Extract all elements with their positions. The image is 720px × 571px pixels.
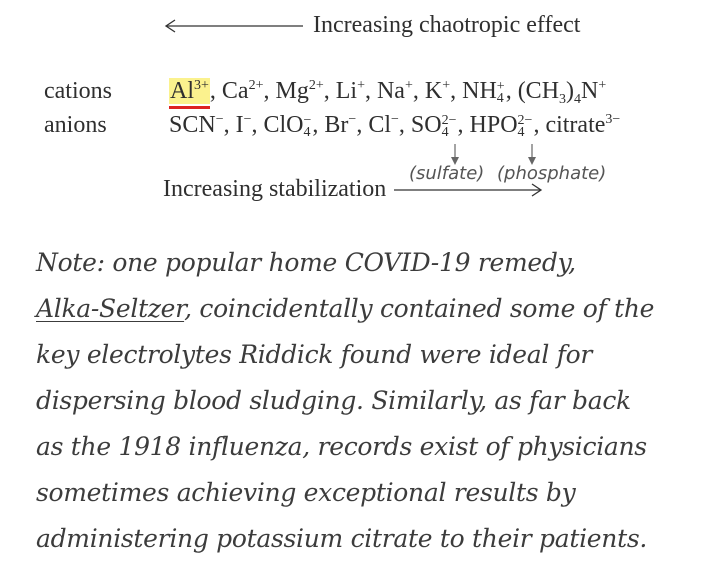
- cation-sodium: Na+: [376, 78, 413, 104]
- note-line: sometimes achieving exceptional results by: [36, 478, 576, 507]
- cation-magnesium: $Mg^{2+}$: [275, 78, 324, 104]
- note-line: administering potassium citrate to their patients.: [36, 524, 648, 553]
- anions-label: anions: [44, 112, 107, 138]
- cation-list: $Al^{3+}$, $Ca^{2+}$, $Mg^{2+}$, Li+, Na+, K+, NH + 4 , $(CH_3)_4N^+$: [170, 78, 607, 107]
- anion-iodide: I−: [235, 112, 252, 138]
- cation-calcium: $Ca^{2+}$: [221, 78, 264, 104]
- sulfate-annotation: (sulfate): [409, 163, 485, 184]
- note-line: Alka-Seltzer, coincidentally contained some of the: [36, 294, 655, 323]
- cation-potassium: K+: [424, 78, 451, 104]
- cation-aluminum: $Al^{3+}$: [170, 78, 209, 104]
- anion-sulfate: SO 2− 4: [410, 112, 457, 140]
- anion-bromide: Br−: [324, 112, 357, 138]
- anion-chloride: Cl−: [368, 112, 399, 138]
- cations-row: [44, 78, 606, 105]
- anion-thiocyanate: SCN−: [169, 112, 224, 138]
- right-arrow-icon: [394, 183, 544, 197]
- cation-ammonium: NH + 4: [462, 78, 505, 106]
- chaotropic-effect-label: Increasing chaotropic effect: [313, 12, 581, 38]
- stabilization-label: Increasing stabilization: [163, 176, 387, 202]
- chaotropic-effect-row: [163, 12, 580, 39]
- anion-citrate: citrate$^{3-}$: [545, 112, 621, 138]
- cations-label: cations: [44, 78, 112, 104]
- left-arrow-icon: [163, 19, 303, 33]
- anions-row: [44, 112, 620, 139]
- anion-perchlorate: ClO − 4: [263, 112, 312, 140]
- note-line: Note: one popular home COVID-19 remedy,: [36, 248, 576, 277]
- note-paragraph: [36, 240, 706, 562]
- cation-lithium: Li+: [335, 78, 365, 104]
- note-line: dispersing blood sludging. Similarly, as far back: [36, 386, 631, 415]
- alka-seltzer-link[interactable]: Alka-Seltzer: [36, 294, 185, 323]
- anion-list: SCN−, I−, ClO − 4 , Br−, Cl−, SO 2− 4 , HPO 2− 4 , citrate$^{3-}$: [169, 112, 621, 140]
- anion-hydrogen-phosphate: HPO 2− 4: [469, 112, 533, 140]
- note-line: as the 1918 influenza, records exist of physicians: [36, 432, 647, 461]
- note-line: key electrolytes Riddick found were ideal for: [36, 340, 593, 369]
- stabilization-row: [163, 176, 544, 203]
- hofmeister-series-figure: [0, 0, 720, 220]
- phosphate-annotation: (phosphate): [497, 163, 607, 184]
- cation-tetramethylammonium: $(CH_3)_4N^+$: [517, 78, 607, 107]
